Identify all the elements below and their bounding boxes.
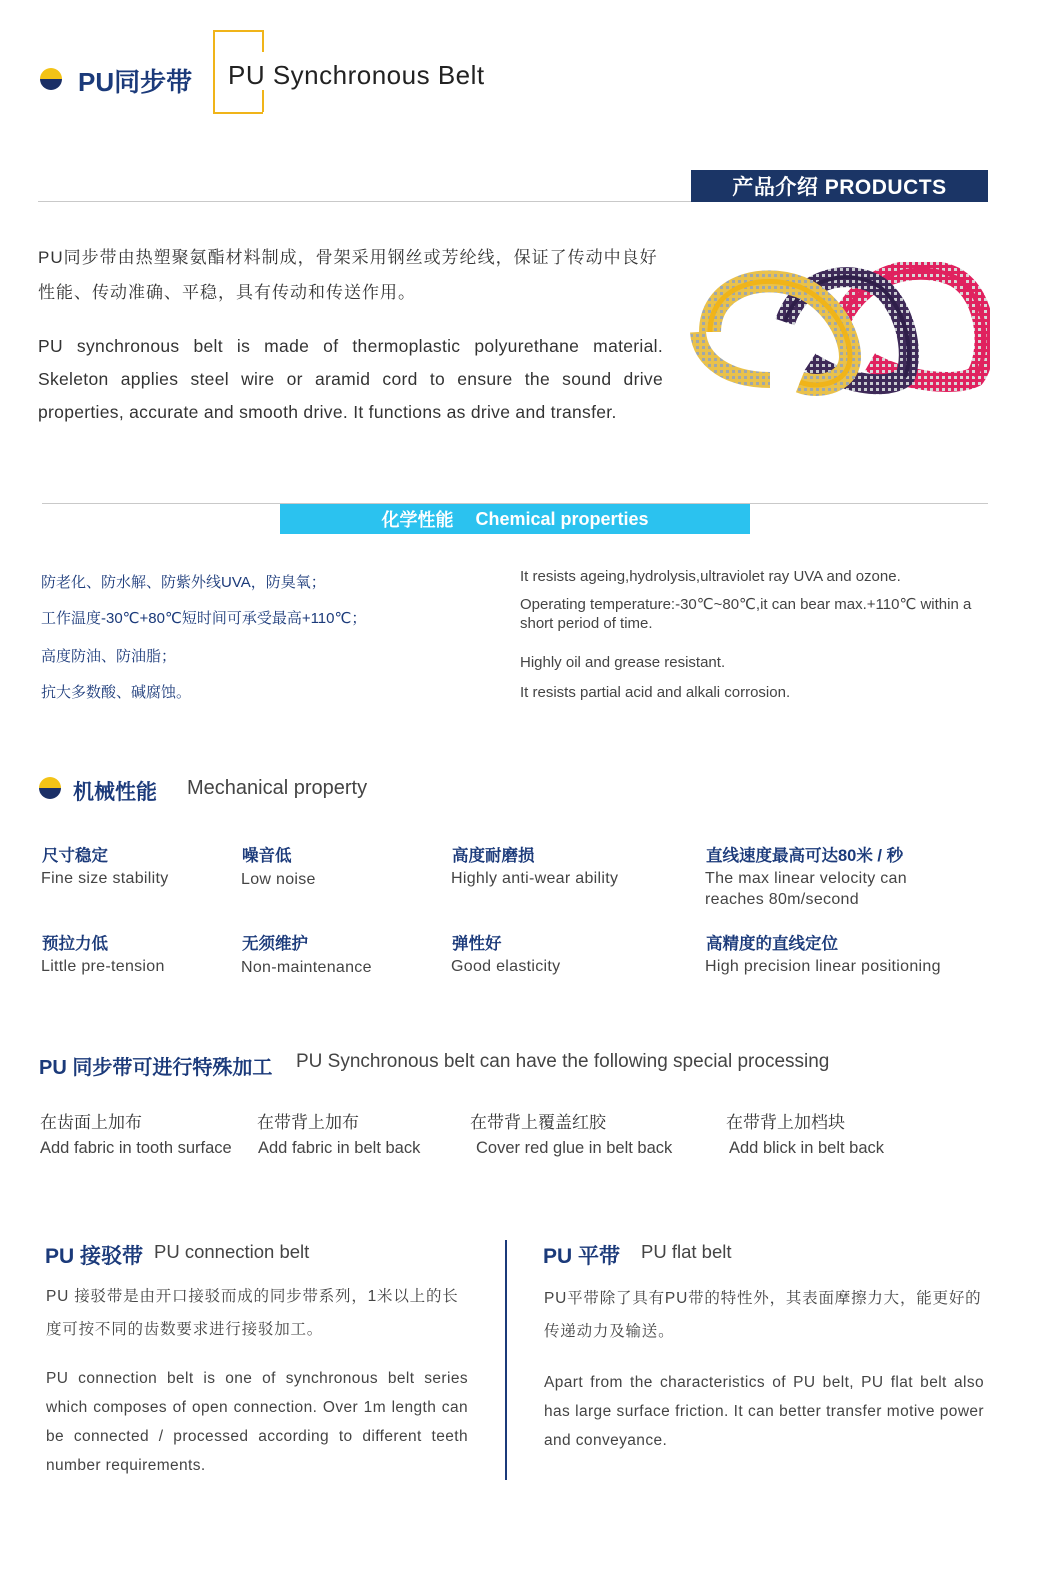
chemical-properties-label — [280, 504, 750, 534]
mechanical-item-en: High precision linear positioning — [705, 958, 941, 975]
connection-belt-title-cn: PU 接驳带 — [45, 1245, 144, 1268]
connection-belt-title-en: PU connection belt — [154, 1241, 310, 1262]
mechanical-item-cn: 无须维护 — [242, 935, 308, 953]
mechanical-item-cn: 预拉力低 — [42, 935, 108, 953]
mechanical-item-cn: 噪音低 — [242, 847, 292, 865]
processing-item-cn: 在带背上覆盖红胶 — [470, 1113, 606, 1132]
chemical-item-en: Operating temperature:-30℃~80℃,it can bear max.+110℃ within a short period of time. — [520, 596, 972, 632]
mechanical-title-cn: 机械性能 — [73, 781, 157, 804]
chemical-item-en: Highly oil and grease resistant. — [520, 654, 726, 671]
mechanical-item-en: Highly anti-wear ability — [451, 870, 619, 887]
mechanical-item-cn: 直线速度最高可达80米 / 秒 — [706, 847, 904, 865]
page-title-cn: PU同步带 — [78, 67, 193, 97]
products-intro-cn: PU同步带由热塑聚氨酯材料制成，骨架采用钢丝或芳纶线，保证了传动中良好性能、传动准确、平稳，具有传动和传送作用。 — [38, 248, 658, 302]
mechanical-item-en: Non-maintenance — [241, 959, 372, 976]
chemical-item-cn: 工作温度-30℃+80℃短时间可承受最高+110℃； — [41, 610, 367, 627]
mechanical-item-cn: 高度耐磨损 — [452, 847, 535, 865]
processing-item-cn: 在齿面上加布 — [40, 1113, 142, 1132]
processing-title-cn: PU 同步带可进行特殊加工 — [39, 1057, 273, 1079]
processing-item-cn: 在带背上加布 — [257, 1113, 359, 1132]
products-label: 产品介绍 PRODUCTS — [691, 170, 988, 202]
mechanical-item-cn: 弹性好 — [452, 935, 502, 953]
flat-belt-desc-en: Apart from the characteristics of PU belt, PU flat belt also has large surface friction. It can better transfer motive power and conveyance. — [544, 1374, 984, 1449]
flat-belt-title-cn: PU 平带 — [543, 1245, 621, 1268]
section-dot-icon — [39, 777, 61, 799]
chemical-item-cn: 抗大多数酸、碱腐蚀。 — [41, 684, 192, 701]
section-dot-icon — [40, 68, 62, 90]
mechanical-title-en: Mechanical property — [187, 777, 368, 799]
chemical-item-en: It resists partial acid and alkali corrosion. — [520, 684, 791, 701]
page-title-en: PU Synchronous Belt — [228, 60, 485, 90]
chemical-label-en: Chemical properties — [475, 508, 649, 529]
processing-item-en: Add fabric in tooth surface — [40, 1139, 232, 1157]
connection-belt-desc-cn: PU 接驳带是由开口接驳而成的同步带系列，1米以上的长度可按不同的齿数要求进行接驳加工。 — [46, 1288, 459, 1338]
mechanical-item-en: The max linear velocity can reaches 80m/second — [705, 870, 907, 908]
mechanical-item-en: Low noise — [241, 871, 316, 888]
flat-belt-title-en: PU flat belt — [641, 1241, 732, 1262]
processing-item-en: Add fabric in belt back — [258, 1139, 421, 1157]
connection-belt-desc-en: PU connection belt is one of synchronous belt series which composes of open connection. Over 1m length can be connected / processed according to different teeth number requirements. — [46, 1370, 468, 1474]
chemical-item-cn: 高度防油、防油脂； — [41, 648, 177, 665]
mechanical-item-cn: 高精度的直线定位 — [706, 935, 838, 953]
bracket-tip-top — [262, 30, 264, 52]
chemical-item-en: It resists ageing,hydrolysis,ultraviolet ray UVA and ozone. — [520, 568, 901, 585]
pu-belts-product-image — [690, 262, 990, 397]
chemical-label-cn: 化学性能 — [381, 510, 454, 530]
processing-item-en: Add blick in belt back — [729, 1139, 885, 1157]
chemical-item-cn: 防老化、防水解、防紫外线UVA，防臭氧； — [41, 574, 326, 591]
products-intro-en: PU synchronous belt is made of thermoplastic polyurethane material. Skeleton applies steel wire or aramid cord to ensure the sound drive properties, accurate and smooth drive. It functions as drive and transfer. — [38, 336, 663, 422]
mechanical-item-en: Fine size stability — [41, 870, 169, 887]
mechanical-item-cn: 尺寸稳定 — [42, 847, 108, 865]
processing-title-en: PU Synchronous belt can have the following special processing — [296, 1051, 830, 1072]
mechanical-item-en: Good elasticity — [451, 958, 561, 975]
mechanical-item-en: Little pre-tension — [41, 958, 165, 975]
flat-belt-desc-cn: PU平带除了具有PU带的特性外，其表面摩擦力大，能更好的传递动力及输送。 — [544, 1290, 982, 1340]
column-divider — [505, 1240, 507, 1480]
processing-item-en: Cover red glue in belt back — [476, 1139, 673, 1157]
processing-item-cn: 在带背上加档块 — [726, 1113, 845, 1132]
bracket-tip-bottom — [262, 90, 264, 112]
